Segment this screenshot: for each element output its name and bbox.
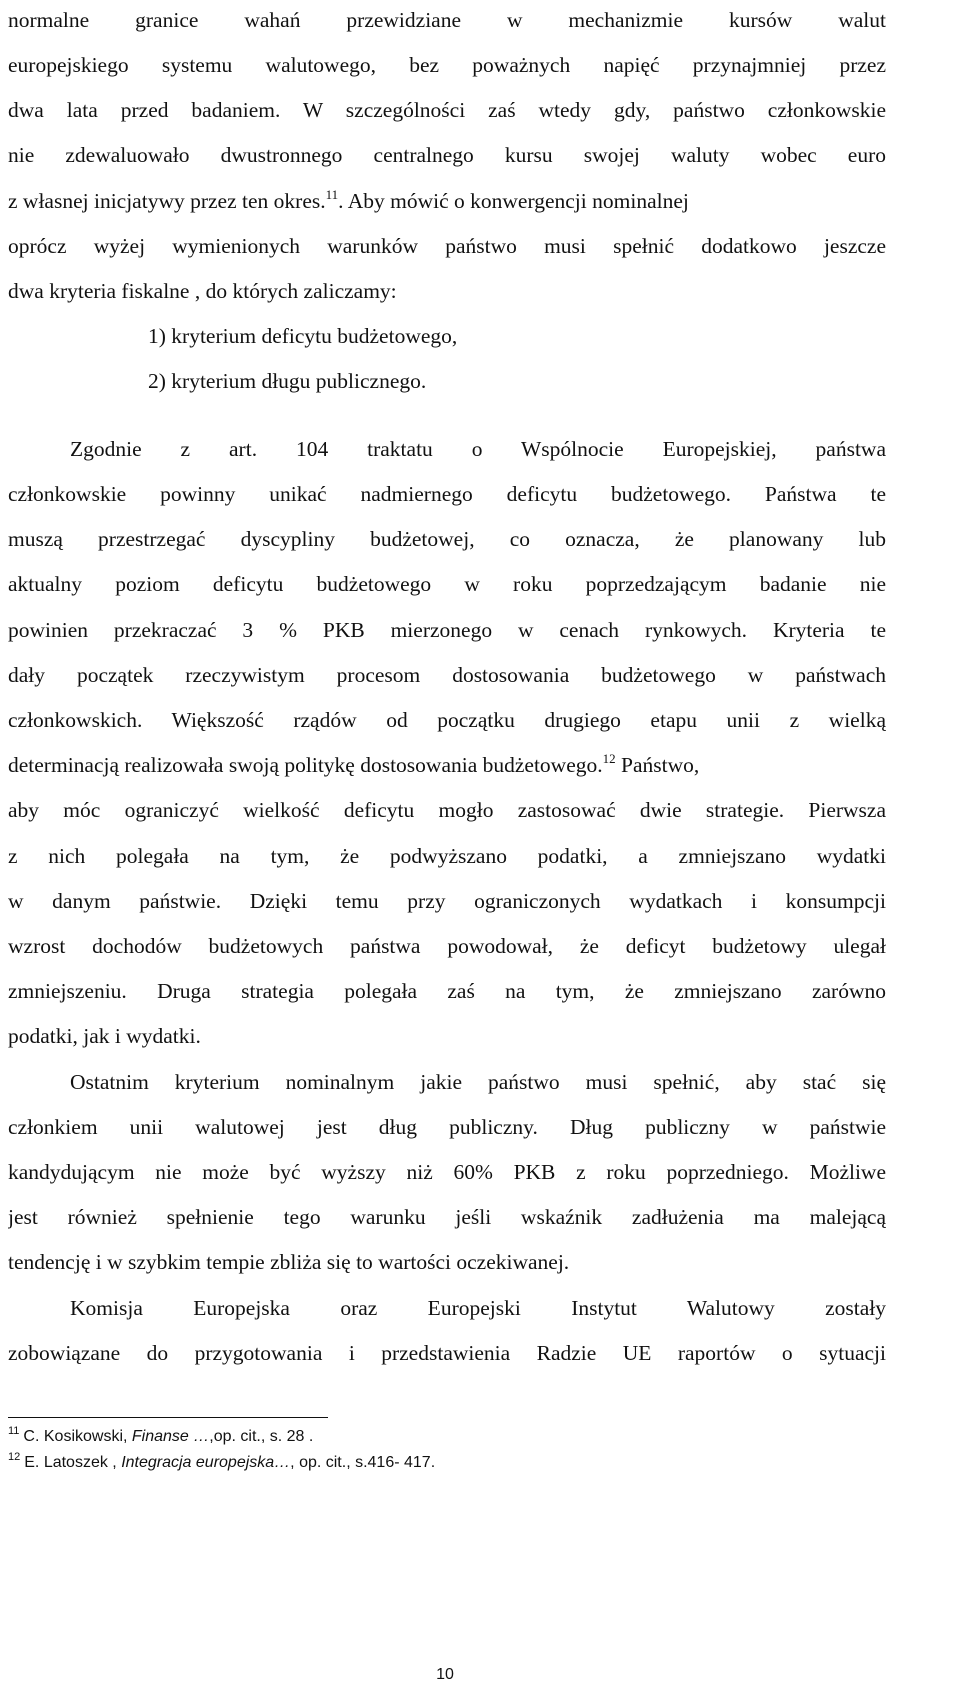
footnote-11 — [8, 1425, 313, 1449]
footnote-author: C. Kosikowski, — [23, 1428, 132, 1445]
body-line: wzrost dochodów budżetowych państwa powodował, że deficyt budżetowy ulegał — [8, 934, 886, 958]
body-line: podatki, jak i wydatki. — [8, 1024, 201, 1048]
footnote-title: Finanse … — [131, 1428, 210, 1445]
body-line: z nich polegała na tym, że podwyższano podatki, a zmniejszano wydatki — [8, 844, 886, 868]
body-line — [8, 745, 886, 785]
line-text: z własnej inicjatywy przez ten okres. — [8, 189, 326, 213]
footnote-number: 12 — [8, 1451, 21, 1463]
body-line: aktualny poziom deficytu budżetowego w roku poprzedzającym badanie nie — [8, 572, 886, 596]
line-text: Państwo, — [615, 753, 700, 777]
line-text: determinacją realizowała swoją politykę dostosowania budżetowego. — [8, 753, 603, 777]
body-line: dwa kryteria fiskalne , do których zaliczamy: — [8, 279, 397, 303]
body-line: dały początek rzeczywistym procesom dostosowania budżetowego w państwach — [8, 663, 886, 687]
body-line: Ostatnim kryterium nominalnym jakie państwo musi spełnić, aby stać się — [70, 1070, 886, 1094]
line-text: . Aby mówić o konwergencji nominalnej — [338, 189, 689, 213]
body-line: w danym państwie. Dzięki temu przy ograniczonych wydatkach i konsumpcji — [8, 889, 886, 913]
footnote-author: E. Latoszek , — [24, 1454, 122, 1471]
footnote-citation: ,op. cit., s. 28 . — [209, 1428, 314, 1445]
body-line: zobowiązane do przygotowania i przedstawienia Radzie UE raportów o sytuacji — [8, 1341, 886, 1365]
body-line: powinien przekraczać 3 % PKB mierzonego w cenach rynkowych. Kryteria te — [8, 618, 886, 642]
footnote-number: 11 — [8, 1425, 20, 1437]
page-number: 10 — [436, 1666, 454, 1683]
footnote-12 — [8, 1451, 435, 1475]
footnote-ref-12: 12 — [602, 751, 616, 766]
body-line: kandydującym nie może być wyższy niż 60% PKB z roku poprzedniego. Możliwe — [8, 1160, 886, 1184]
body-line: jest również spełnienie tego warunku jeśli wskaźnik zadłużenia ma malejącą — [8, 1205, 886, 1229]
body-line: dwa lata przed badaniem. W szczególności zaś wtedy gdy, państwo członkowskie — [8, 98, 886, 122]
body-line: Komisja Europejska oraz Europejski Instytut Walutowy zostały — [70, 1296, 886, 1320]
body-line: członkowskich. Większość rządów od początku drugiego etapu unii z wielką — [8, 708, 886, 732]
body-line: oprócz wyżej wymienionych warunków państwo musi spełnić dodatkowo jeszcze — [8, 234, 886, 258]
list-item: 1) kryterium deficytu budżetowego, — [148, 324, 458, 348]
body-line: tendencję i w szybkim tempie zbliża się to wartości oczekiwanej. — [8, 1250, 570, 1274]
footnote-title: Integracja europejska… — [121, 1454, 291, 1471]
footnote-citation: , op. cit., s.416- 417. — [290, 1454, 436, 1471]
body-line — [8, 181, 886, 221]
body-line: Zgodnie z art. 104 traktatu o Wspólnocie Europejskiej, państwa — [70, 437, 886, 461]
body-line: aby móc ograniczyć wielkość deficytu mogło zastosować dwie strategie. Pierwsza — [8, 798, 886, 822]
body-line: członkowskie powinny unikać nadmiernego deficytu budżetowego. Państwa te — [8, 482, 886, 506]
body-line: członkiem unii walutowej jest dług publiczny. Dług publiczny w państwie — [8, 1115, 886, 1139]
body-line: normalne granice wahań przewidziane w mechanizmie kursów walut — [8, 8, 886, 32]
body-line: muszą przestrzegać dyscypliny budżetowej, co oznacza, że planowany lub — [8, 527, 886, 551]
footnote-ref-11: 11 — [325, 187, 339, 202]
list-item: 2) kryterium długu publicznego. — [148, 369, 427, 393]
body-line: nie zdewaluowało dwustronnego centralnego kursu swojej waluty wobec euro — [8, 143, 886, 167]
footnote-separator — [8, 1417, 328, 1418]
body-line: europejskiego systemu walutowego, bez poważnych napięć przynajmniej przez — [8, 53, 886, 77]
body-line: zmniejszeniu. Druga strategia polegała zaś na tym, że zmniejszano zarówno — [8, 979, 886, 1003]
